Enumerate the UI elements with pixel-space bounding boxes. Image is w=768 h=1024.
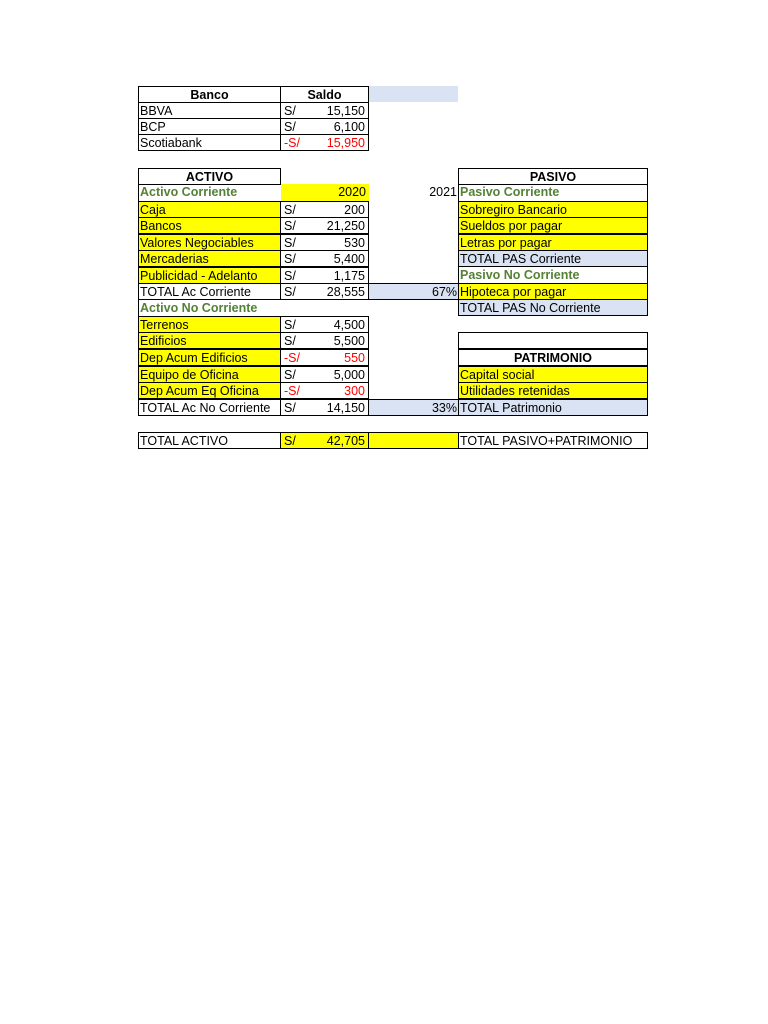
asset-name: Equipo de Oficina (138, 366, 281, 383)
asset-value: S/ 200 (280, 201, 369, 218)
asset-value: S/ 5,500 (280, 332, 369, 349)
total-ac-no-corriente-pct: 33% (369, 399, 458, 416)
total-pas-no-corriente: TOTAL PAS No Corriente (458, 299, 648, 316)
bank-saldo: -S/ 15,950 (280, 134, 369, 151)
asset-name: Dep Acum Eq Oficina (138, 382, 281, 399)
total-ac-corriente-value: S/ 28,555 (280, 283, 369, 300)
total-activo-value: S/ 42,705 (280, 432, 369, 449)
asset-name: Caja (138, 201, 281, 218)
total-pas-corriente: TOTAL PAS Corriente (458, 250, 648, 267)
bank-saldo: S/ 15,150 (280, 102, 369, 119)
bank-name: BBVA (138, 102, 281, 119)
total-ac-corriente-label: TOTAL Ac Corriente (138, 283, 281, 300)
pasivo-corriente-label: Pasivo Corriente (458, 184, 648, 201)
year-2021: 2021 (429, 185, 457, 199)
bank-header: Banco (138, 86, 281, 103)
total-ac-no-corriente-value: S/ 14,150 (280, 399, 369, 416)
bank-saldo: S/ 6,100 (280, 118, 369, 135)
asset-value: S/ 530 (280, 234, 369, 251)
asset-value: S/ 21,250 (280, 217, 369, 234)
bank-table (138, 86, 369, 152)
asset-value: S/ 4,500 (280, 316, 369, 333)
total-ac-corriente-pct: 67% (369, 283, 458, 300)
bank-name: BCP (138, 118, 281, 135)
equity-name: Utilidades retenidas (458, 382, 648, 399)
asset-value: S/ 5,400 (280, 250, 369, 267)
activo-title: ACTIVO (138, 168, 281, 185)
total-activo-extra (369, 432, 458, 449)
asset-value: S/ 5,000 (280, 366, 369, 383)
patrimonio-title: PATRIMONIO (458, 349, 648, 366)
empty-cell (458, 332, 648, 349)
asset-name: Dep Acum Edificios (138, 349, 281, 366)
liability-name: Sueldos por pagar (458, 217, 648, 234)
saldo-header: Saldo (280, 86, 369, 103)
activo-corriente-label: Activo Corriente (138, 184, 281, 201)
pasivo-title: PASIVO (458, 168, 648, 185)
total-activo-label: TOTAL ACTIVO (138, 432, 281, 449)
asset-value: -S/ 550 (280, 349, 369, 366)
asset-value: S/ 1,175 (280, 267, 369, 284)
asset-name: Publicidad - Adelanto (138, 267, 281, 284)
asset-name: Edificios (138, 332, 281, 349)
liability-name: Sobregiro Bancario (458, 201, 648, 218)
year-2020: 2020 (281, 184, 369, 201)
bank-name: Scotiabank (138, 134, 281, 151)
pasivo-no-corriente-label: Pasivo No Corriente (458, 267, 648, 284)
liability-name: Hipoteca por pagar (458, 283, 648, 300)
asset-name: Mercaderias (138, 250, 281, 267)
total-patrimonio: TOTAL Patrimonio (458, 399, 648, 416)
total-ac-no-corriente-label: TOTAL Ac No Corriente (138, 399, 281, 416)
selected-cell-highlight (369, 86, 458, 102)
equity-name: Capital social (458, 366, 648, 383)
liability-name: Letras por pagar (458, 234, 648, 251)
activo-no-corriente-label: Activo No Corriente (138, 300, 281, 317)
asset-value: -S/ 300 (280, 382, 369, 399)
asset-name: Bancos (138, 217, 281, 234)
total-pasivo-patrimonio: TOTAL PASIVO+PATRIMONIO (458, 432, 648, 449)
asset-name: Terrenos (138, 316, 281, 333)
asset-name: Valores Negociables (138, 234, 281, 251)
